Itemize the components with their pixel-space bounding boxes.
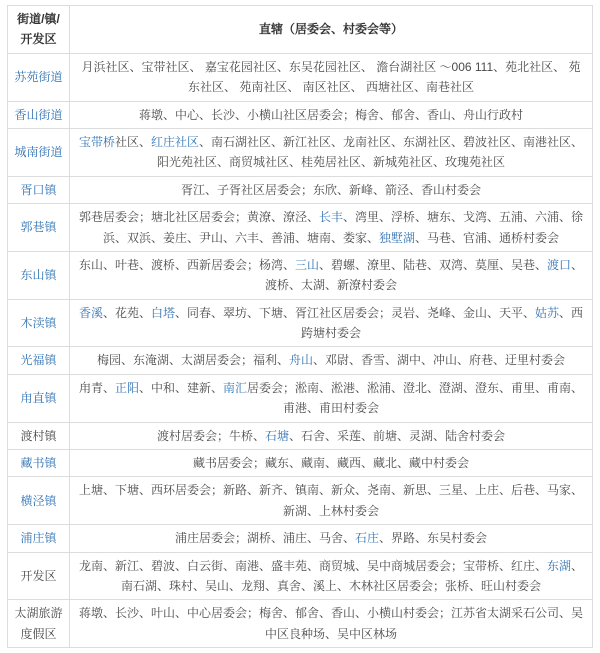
table-row (8, 525, 593, 552)
table-row (8, 347, 593, 374)
community-link[interactable]: 姑苏 (535, 305, 560, 320)
table-row (8, 101, 593, 128)
communities-cell (70, 374, 593, 422)
communities-cell (70, 101, 593, 128)
community-text: 、界路、东吴村委会 (379, 531, 488, 546)
table-body (8, 53, 593, 647)
table-row (8, 53, 593, 101)
table-row (8, 422, 593, 449)
community-text: 、碧螺、潦里、陆巷、双湾、莫厘、吴巷、 (318, 257, 547, 272)
community-text: 、石舍、采莲、前塘、灵湖、陆舍村委会 (289, 428, 506, 443)
district-label[interactable]: 浦庄镇 (8, 525, 70, 552)
communities-cell (70, 128, 593, 176)
district-label[interactable]: 光福镇 (8, 347, 70, 374)
district-label: 太湖旅游度假区 (8, 600, 70, 648)
community-link[interactable]: 南汇 (223, 380, 248, 395)
district-label[interactable]: 藏书镇 (8, 450, 70, 477)
district-label[interactable]: 甪直镇 (8, 374, 70, 422)
community-link[interactable]: 独墅湖 (378, 230, 415, 245)
community-link[interactable]: 三山 (294, 257, 319, 272)
community-text: 郭巷居委会；塘北社区居委会；黄潦、潦泾、 (78, 210, 319, 225)
communities-cell (70, 477, 593, 525)
communities-cell (70, 204, 593, 252)
communities-cell (70, 251, 593, 299)
community-text: 上塘、下塘、西环居委会；新路、新齐、镇南、新众、尧南、新思、三星、上庄、后巷、马家、新湖、上林村委会 (78, 483, 583, 518)
table-row (8, 374, 593, 422)
table-header-row (8, 6, 593, 54)
community-link[interactable]: 石庄 (354, 531, 379, 546)
communities-cell (70, 176, 593, 203)
table-row (8, 204, 593, 252)
district-label[interactable]: 香山街道 (8, 101, 70, 128)
community-text: 蒋墩、长沙、叶山、中心居委会；梅舍、郁舍、香山、小横山村委会；江苏省太湖采石公司、吴中区良种场、吴中区林场 (78, 606, 583, 641)
table-row (8, 552, 593, 600)
table-row (8, 128, 593, 176)
district-label: 开发区 (8, 552, 70, 600)
community-text: 甪青、 (78, 380, 115, 395)
community-text: 、邓尉、香雪、湖中、冲山、府巷、迂里村委会 (313, 353, 566, 368)
community-link[interactable]: 白塔 (150, 305, 175, 320)
community-link[interactable]: 正阳 (114, 380, 139, 395)
community-text: 渡村居委会；牛桥、 (156, 428, 265, 443)
table-row (8, 477, 593, 525)
district-label[interactable]: 胥口镇 (8, 176, 70, 203)
community-text: 社区、 (114, 134, 151, 149)
community-link[interactable]: 宝带桥 (78, 134, 115, 149)
community-text: 梅园、东淹湖、太湖居委会；福利、 (96, 353, 289, 368)
table-row (8, 450, 593, 477)
community-text: 龙南、新江、碧波、白云街、南港、盛丰苑、商贸城、吴中商城居委会；宝带桥、红庄、 (78, 558, 547, 573)
community-link[interactable]: 香溪 (78, 305, 103, 320)
district-label[interactable]: 苏苑街道 (8, 53, 70, 101)
district-label[interactable]: 横泾镇 (8, 477, 70, 525)
community-text: 、花苑、 (102, 305, 151, 320)
community-link[interactable]: 石塘 (264, 428, 289, 443)
community-link[interactable]: 舟山 (288, 353, 313, 368)
table-row (8, 251, 593, 299)
communities-cell (70, 450, 593, 477)
table-row (8, 600, 593, 648)
community-text: 、湾里、浮桥、塘东、戈湾、五浦、六浦、徐浜、双浜、姜庄、尹山、六丰、善浦、塘南、娄家、 (102, 210, 584, 245)
community-text: 、南石湖、珠村、吴山、龙翔、真舍、溪上、木林社区居委会；张桥、旺山村委会 (120, 558, 584, 593)
community-link[interactable]: 红庄社区 (151, 134, 200, 149)
district-label[interactable]: 东山镇 (8, 251, 70, 299)
header-street-column: 街道/镇/开发区 (8, 6, 70, 54)
community-text: 、马巷、官浦、通桥村委会 (415, 230, 560, 245)
district-label[interactable]: 木渎镇 (8, 299, 70, 347)
community-link[interactable]: 长丰 (318, 210, 343, 225)
communities-cell (70, 600, 593, 648)
communities-cell (70, 347, 593, 374)
community-link[interactable]: 东湖 (546, 558, 571, 573)
district-label[interactable]: 郭巷镇 (8, 204, 70, 252)
districts-table (7, 5, 593, 648)
community-text: 东山、叶巷、渡桥、西新居委会；杨湾、 (78, 257, 295, 272)
table-row (8, 176, 593, 203)
district-label: 渡村镇 (8, 422, 70, 449)
communities-cell (70, 299, 593, 347)
table-row (8, 299, 593, 347)
header-communities-column: 直辖（居委会、村委会等） (70, 6, 593, 54)
community-text: 居委会；淞南、淞港、淞浦、澄北、澄湖、澄东、甫里、甫南、甫港、甫田村委会 (247, 380, 584, 416)
communities-cell (70, 552, 593, 600)
community-text: 、渡桥、太湖、新潦村委会 (264, 257, 584, 293)
communities-cell (70, 53, 593, 101)
community-text: 胥江、子胥社区居委会；东欣、新峰、箭泾、香山村委会 (180, 182, 481, 197)
district-label[interactable]: 城南街道 (8, 128, 70, 176)
community-text: 月浜社区、宝带社区、 嘉宝花园社区、东吴花园社区、 澹台湖社区 ～006 111、苑北社区、 苑东社区、 苑南社区、 南区社区、 西塘社区、南巷社区 (81, 59, 581, 95)
community-text: 、南石湖社区、新江社区、龙南社区、东湖社区、碧波社区、南港社区、阳光苑社区、商贸城社区、桂苑居社区、新城苑社区、玫瑰苑社区 (156, 134, 584, 170)
community-text: 、中和、建新、 (138, 380, 223, 395)
community-text: 藏书居委会；藏东、藏南、藏西、藏北、藏中村委会 (192, 456, 469, 471)
community-text: 蒋墩、中心、长沙、小横山社区居委会；梅舍、郁舍、香山、舟山行政村 (138, 107, 523, 122)
community-text: 、西跨塘村委会 (300, 305, 584, 341)
community-text: 、同春、翠坊、下塘、胥江社区居委会；灵岩、尧峰、金山、天平、 (175, 305, 536, 320)
communities-cell (70, 525, 593, 552)
community-text: 浦庄居委会；湖桥、浦庄、马舍、 (174, 531, 355, 546)
communities-cell (70, 422, 593, 449)
community-link[interactable]: 渡口 (547, 257, 572, 272)
